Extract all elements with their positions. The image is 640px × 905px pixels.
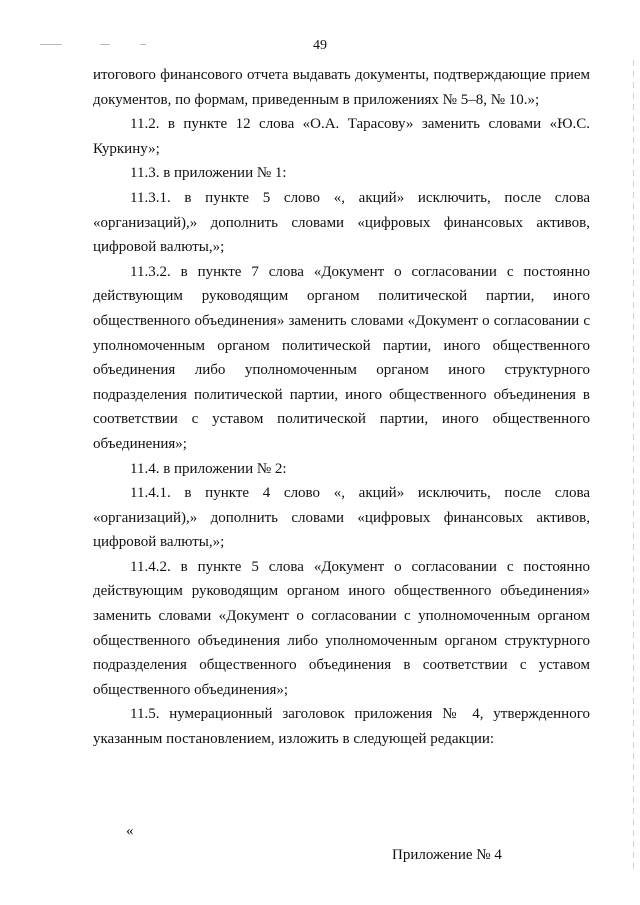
- paragraph: 11.4.1. в пункте 4 слово «, акций» исключить, после слова «организаций),» дополнить словами «цифровых финансовых активов, цифровой валюты,»;: [93, 485, 590, 551]
- appendix-label: Приложение № 4: [392, 847, 502, 863]
- paragraph: 11.5. нумерационный заголовок приложения № 4, утвержденного указанным постановлением, изложить в следующей редакции:: [93, 706, 590, 748]
- paragraph: 11.3.2. в пункте 7 слова «Документ о согласовании с постоянно действующим руководящим органом политической партии, иного общественного объединения» заменить словами «Документ о согласовании с уполномоченным органом политической партии, иного общественного объединения либо уполномоченным органом иного структурного подразделения политической партии, иного общественного объединения в соответствии с уставом политической партии, иного общественного объединения»;: [93, 263, 590, 452]
- paragraph: 11.4. в приложении № 2:: [130, 460, 287, 477]
- paragraph: 11.2. в пункте 12 слова «О.А. Тарасову» заменить словами «Ю.С. Куркину»;: [93, 116, 590, 157]
- opening-quote: «: [126, 823, 134, 839]
- page-number: 49: [313, 38, 327, 53]
- scan-edge-artifact: [633, 60, 634, 870]
- paragraph: итогового финансового отчета выдавать документы, подтверждающие прием документов, по формам, приведенным в приложениях № 5–8, № 10.»;: [93, 67, 590, 108]
- paragraph: 11.3.1. в пункте 5 слово «, акций» исключить, после слова «организаций),» дополнить словами «цифровых финансовых активов, цифровой валюты,»;: [93, 189, 590, 256]
- paragraph: 11.3. в приложении № 1:: [130, 165, 287, 182]
- paragraph: 11.4.2. в пункте 5 слова «Документ о согласовании с постоянно действующим руководящим органом иного общественного объединения» заменить словами «Документ о согласовании с уполномоченным органом общественного объединения либо уполномоченным органом структурного подразделения общественного объединения в соответствии с уставом общественного объединения»;: [93, 558, 590, 698]
- document-body: [93, 63, 590, 752]
